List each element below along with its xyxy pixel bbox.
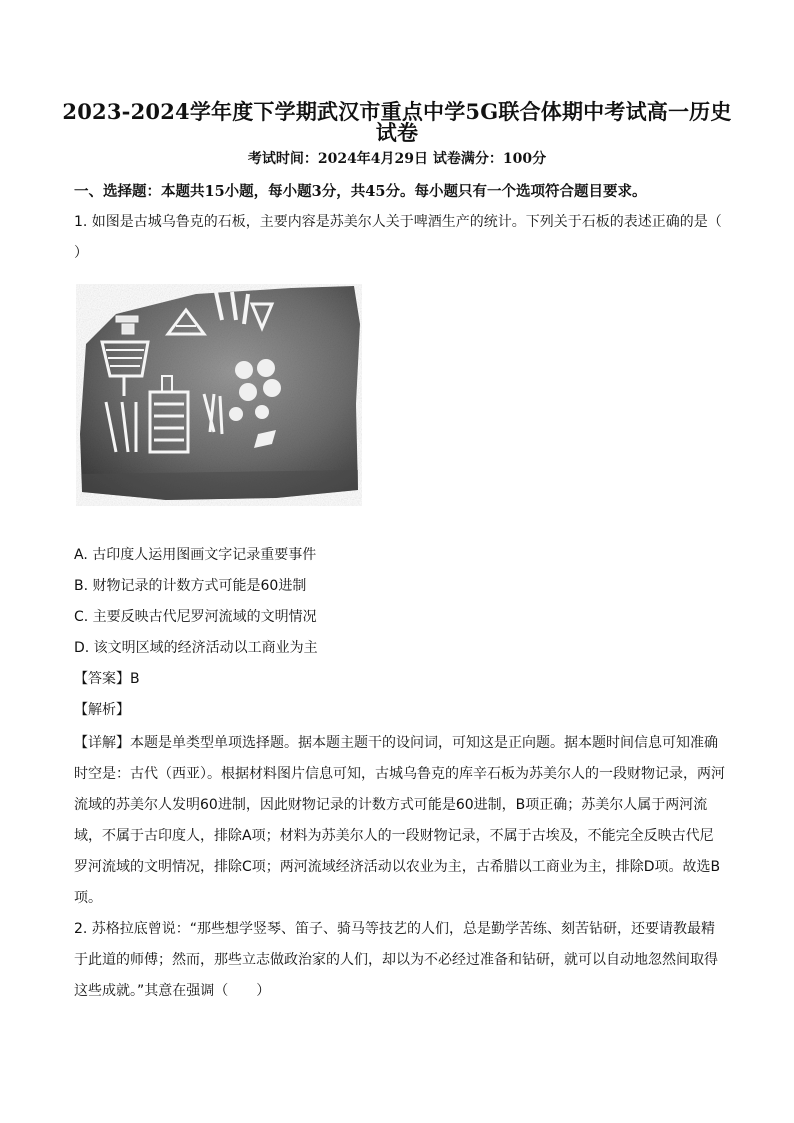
page-title-line1: 2023-2024学年度下学期武汉市重点中学5G联合体期中考试高一历史 (62, 99, 732, 124)
page-title-line2: 试卷 (375, 120, 419, 145)
question1-option-d: D. 该文明区域的经济活动以工商业为主 (74, 640, 318, 656)
section-heading: 一、选择题：本题共15小题，每小题3分，共45分。每小题只有一个选项符合题目要求。 (74, 183, 647, 200)
sumerian-tablet-image (76, 284, 362, 506)
question1-detail: 【详解】本题是单类型单项选择题。据本题主题干的设问词，可知这是正向题。据本题时间信息可知准确时空是：古代（西亚）。根据材料图片信息可知，古城乌鲁克的库辛石板为苏美尔人的一段财物记录，两河流域的苏美尔人发明60进制，因此财物记录的计数方式可能是60进制，B项正确；苏美尔人属于两河流域，不属于古印度人，排除A项；材料为苏美尔人的一段财物记录，不属于古埃及，不能完全反映古代尼罗河流域的文明情况，排除C项；两河流域经济活动以农业为主，古希腊以工商业为主，排除D项。故选B项。 (74, 735, 725, 906)
question1-answer: 【答案】B (74, 671, 140, 687)
question2-stem: 2. 苏格拉底曾说：“那些想学竖琴、笛子、骑马等技艺的人们，总是勤学苦练、刻苦钻研，还要请教最精于此道的师傅；然而，那些立志做政治家的人们，却以为不必经过准备和钻研，就可以自动地忽然间取得这些成就。”其意在强调（ ） (74, 921, 718, 999)
question1-option-c: C. 主要反映古代尼罗河流域的文明情况 (74, 609, 317, 625)
question1-stem: 1. 如图是古城乌鲁克的石板，主要内容是苏美尔人关于啤酒生产的统计。下列关于石板的表述正确的是（ ） (74, 214, 750, 261)
question1-option-a: A. 古印度人运用图画文字记录重要事件 (74, 547, 317, 563)
question1-analysis-label: 【解析】 (74, 702, 130, 718)
question1-option-b: B. 财物记录的计数方式可能是60进制 (74, 578, 307, 594)
exam-info: 考试时间：2024年4月29日 试卷满分：100分 (247, 151, 547, 167)
